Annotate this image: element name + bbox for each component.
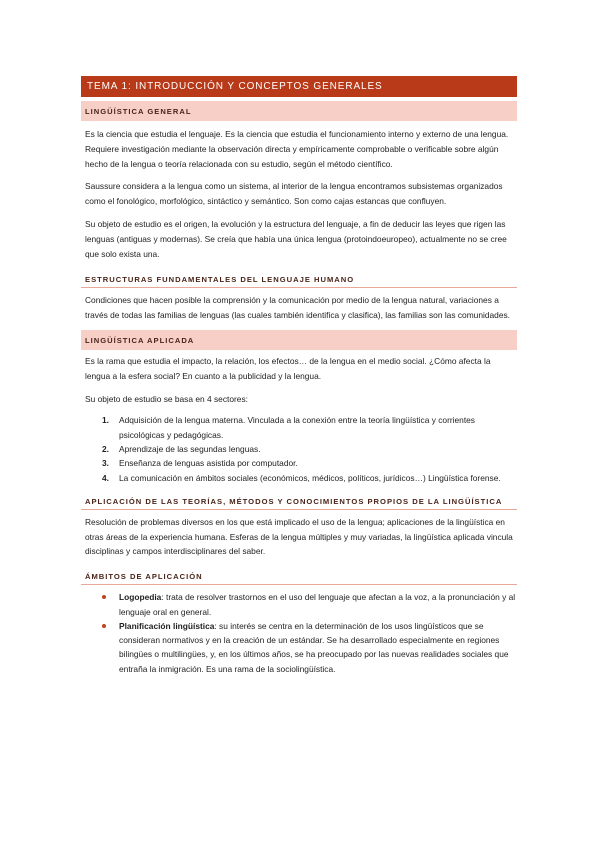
aplicada-paragraph-2: Su objeto de estudio se basa en 4 sectores: bbox=[85, 393, 248, 404]
aplicada-paragraph-1: Es la rama que estudia el impacto, la relación, los efectos… de la lengua en el medio social. ¿Cómo afecta la lengua a la esfera social? En cuanto a la publicidad y la lengua. bbox=[85, 355, 491, 381]
page-title: TEMA 1: INTRODUCCIÓN Y CONCEPTOS GENERALES bbox=[81, 76, 517, 97]
heading-linguistica-general: LINGÜÍSTICA GENERAL bbox=[81, 101, 517, 121]
term-label: Logopedia bbox=[119, 592, 162, 603]
estructuras-paragraph: Condiciones que hacen posible la comprensión y la comunicación por medio de la lengua natural, variaciones a través de todas las familias de lenguas (las cuales también identifica y clasifica), las familias son las comunidades. bbox=[85, 295, 511, 321]
general-paragraph-2: Saussure considera a la lengua como un sistema, al interior de la lengua encontramos subsistemas organizados como el fonológico, morfológico, sintáctico y semántico. Son como cajas estancas que confluyen. bbox=[85, 181, 503, 207]
list-item bbox=[81, 471, 517, 485]
list-item bbox=[81, 619, 517, 676]
list-item-text: Aprendizaje de las segundas lenguas. bbox=[119, 443, 261, 454]
bullet-icon bbox=[102, 595, 106, 599]
list-item-text: Adquisición de la lengua materna. Vinculada a la conexión entre la teoría lingüística y corrientes psicológicas y pedagógicas. bbox=[119, 415, 475, 440]
list-number: 2. bbox=[102, 443, 109, 454]
sectores-list bbox=[81, 413, 517, 484]
list-item-text: La comunicación en ámbitos sociales (económicos, médicos, políticos, jurídicos…) Lingüística forense. bbox=[119, 472, 501, 483]
list-item bbox=[81, 442, 517, 456]
term-description: : trata de resolver trastornos en el uso del lenguaje que afectan a la voz, a la pronunciación y al lenguaje oral en general. bbox=[119, 592, 516, 617]
heading-estructuras: ESTRUCTURAS FUNDAMENTALES DEL LENGUAJE HUMANO bbox=[81, 269, 517, 288]
list-number: 3. bbox=[102, 458, 109, 469]
document-page bbox=[81, 76, 517, 676]
bullet-icon bbox=[102, 624, 106, 628]
list-item-text: Enseñanza de lenguas asistida por computador. bbox=[119, 458, 298, 469]
aplicacion-paragraph: Resolución de problemas diversos en los que está implicado el uso de la lengua; aplicaciones de la lingüística en otras áreas de la experiencia humana. Esferas de la lengua múltiples y muy variadas, la lingüística aplicada vincula disciplinas y campos interdisciplinares del saber. bbox=[85, 516, 513, 557]
list-item bbox=[81, 456, 517, 470]
heading-linguistica-aplicada: LINGÜÍSTICA APLICADA bbox=[81, 330, 517, 350]
heading-ambitos: ÁMBITOS DE APLICACIÓN bbox=[81, 566, 517, 585]
list-item bbox=[81, 590, 517, 619]
general-paragraph-3: Su objeto de estudio es el origen, la evolución y la estructura del lenguaje, a fin de deducir las leyes que rigen las lenguas (antiguas y modernas). Se creía que había una única lengua (protoindoeuropeo), actualmente no se cree que solo exista una. bbox=[85, 218, 507, 259]
list-item bbox=[81, 413, 517, 442]
list-number: 1. bbox=[102, 415, 109, 426]
heading-aplicacion-teorias: APLICACIÓN DE LAS TEORÍAS, MÉTODOS Y CONOCIMIENTOS PROPIOS DE LA LINGÜÍSTICA bbox=[81, 491, 517, 510]
term-label: Planificación lingüística bbox=[119, 620, 215, 631]
list-number: 4. bbox=[102, 472, 109, 483]
ambitos-list bbox=[81, 590, 517, 676]
term-description: : su interés se centra en la determinación de los usos lingüísticos que se consideran normativos y en la creación de un estándar. Se ha desarrollado especialmente en regiones bilingües o multilingües, y, en los últimos años, se ha preocupado por las nuevas realidades sociales que entraña la inmigración. Es una rama de la sociolingüística. bbox=[119, 620, 509, 674]
general-paragraph-1: Es la ciencia que estudia el lenguaje. Es la ciencia que estudia el funcionamiento interno y externo de una lengua. Requiere investigación mediante la observación directa y empíricamente comprobable o verificable sobre algún hecho de la lengua o teoría relacionada con su estudio, según el método científico. bbox=[85, 129, 509, 169]
